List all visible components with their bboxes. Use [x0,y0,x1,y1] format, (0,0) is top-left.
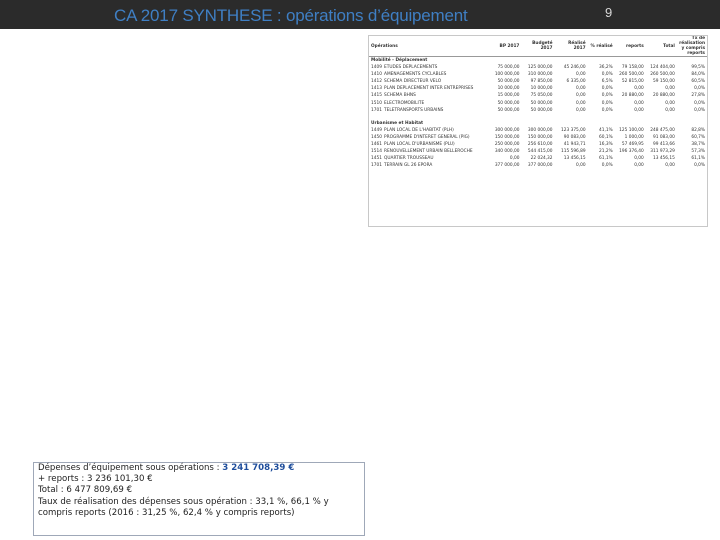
realise-value: 0,00 [576,86,586,92]
bp-value: 10 000,00 [497,86,520,92]
header-bp: BP 2017 [487,36,521,57]
realise-value: 41 943,71 [563,142,586,148]
tx-value: 82,8% [691,127,705,133]
reports-value: 0,00 [634,163,644,169]
operation-code: 1450 [371,134,382,140]
tx-value: 60,5% [691,79,705,85]
page-number: 9 [605,5,613,20]
realise-value: 123 375,00 [561,127,586,133]
total-value: 20 880,00 [652,93,675,99]
slide-title: CA 2017 SYNTHESE : opérations d’équipement [114,6,468,25]
pct-value: 0,0% [601,93,613,99]
tx-value: 38,7% [691,142,705,148]
operation-label: ELECTROMOBILITE [384,100,425,106]
table-row [369,78,707,85]
bp-value: 340 000,00 [494,149,520,155]
bp-value: 75 000,00 [497,65,520,71]
header-pct: % réalisé [588,36,615,57]
table-row [369,100,707,107]
bp-value: 100 000,00 [494,72,520,78]
realise-value: 6 335,00 [566,79,586,85]
summary-line-3: Total : 6 477 809,69 € [38,485,133,496]
operation-code: 1415 [371,93,382,99]
bp-value: 50 000,00 [497,79,520,85]
total-value: 124 404,00 [650,65,675,71]
realise-value: 13 456,15 [563,156,586,162]
summary-line-1-value: 3 241 708,39 € [222,463,295,473]
pct-value: 41,1% [599,127,613,133]
tx-value: 0,0% [694,100,705,106]
total-value: 13 456,15 [652,156,675,162]
pct-value: 21,2% [599,149,613,155]
budget-value: 50 000,00 [530,107,553,113]
operation-code: 1451 [371,156,382,162]
reports-value: 0,00 [634,86,644,92]
tx-value: 60,7% [691,134,705,140]
budget-value: 300 000,00 [527,127,553,133]
realise-value: 0,00 [576,93,586,99]
realise-value: 0,00 [576,100,586,106]
reports-value: 0,00 [634,107,644,113]
operation-code: 1449 [371,127,382,133]
pct-value: 6,5% [601,79,613,85]
pct-value: 61,1% [599,156,613,162]
section-title: Mobilité - Déplacement [371,58,428,63]
tx-value: 0,0% [694,86,705,92]
pct-value: 36,2% [599,65,613,71]
pct-value: 0,0% [601,86,613,92]
total-value: 0,00 [665,107,675,113]
operation-label: RENOUVELLEMENT URBAIN BELLEROCHE [384,149,473,155]
bp-value: 300 000,00 [494,127,520,133]
budget-value: 544 415,00 [527,149,553,155]
table-row [369,107,707,114]
operation-code: 1701 [371,107,382,113]
header-realise: Réalisé 2017 [555,36,588,57]
table-row [369,127,707,134]
realise-value: 90 083,00 [563,134,586,140]
reports-value: 260 500,00 [619,72,644,78]
table-row [369,64,707,71]
bp-value: 0,00 [509,156,520,162]
total-value: 311 973,29 [650,149,675,155]
section-row [369,57,707,65]
operation-code: 1412 [371,79,382,85]
summary-line-1-prefix: Dépenses d’équipement sous opérations : [38,463,223,473]
tx-value: 0,0% [694,163,705,169]
operation-label: TELETRANSPORTS URBAINS [384,107,444,113]
budget-value: 377 000,00 [527,163,553,169]
budget-value: 75 050,00 [530,93,553,99]
table-row [369,162,707,169]
operation-label: AMENAGEMENTS CYCLABLES [384,72,447,78]
header-operations: Opérations [369,36,487,57]
bp-value: 15 000,00 [497,93,520,99]
table-row [369,134,707,141]
operation-label: PLAN LOCAL DE L'HABITAT (PLH) [384,127,454,133]
pct-value: 60,1% [599,134,613,140]
operation-code: 1701 [371,163,382,169]
operation-label: PLAN DEPLACEMENT INTER ENTREPRISES [384,86,474,92]
summary-line-2: + reports : 3 236 101,30 € [38,474,153,485]
header-budget: Budgeté 2017 [521,36,554,57]
operation-label: PLAN LOCAL D'URBANISME (PLU) [384,142,455,148]
pct-value: 0,0% [601,100,613,106]
table-row [369,85,707,92]
tx-value: 57,3% [691,149,705,155]
reports-value: 1 000,00 [624,134,644,140]
budget-value: 256 610,00 [527,142,553,148]
operation-label: PROGRAMME D'INTERET GENERAL (PIG) [384,134,470,140]
header-total: Total [646,36,677,57]
budget-value: 50 000,00 [530,100,553,106]
tx-value: 27,8% [691,93,705,99]
section-row [369,120,707,127]
realise-value: 0,00 [576,163,586,169]
header-reports: reports [615,36,646,57]
pct-value: 0,0% [601,163,613,169]
realise-value: 115 596,89 [561,149,586,155]
tx-value: 61,1% [691,156,705,162]
bp-value: 377 000,00 [494,163,520,169]
reports-value: 0,00 [634,100,644,106]
table-row [369,155,707,162]
reports-value: 20 880,00 [621,93,644,99]
operation-code: 1461 [371,142,382,148]
table-body [369,57,707,170]
total-value: 59 150,00 [652,79,675,85]
budget-value: 125 000,00 [527,65,553,71]
reports-value: 196 376,40 [619,149,644,155]
tx-value: 84,0% [691,72,705,78]
realise-value: 0,00 [576,72,586,78]
total-value: 248 475,00 [650,127,675,133]
realise-value: 45 246,00 [563,65,586,71]
realise-value: 0,00 [576,107,586,113]
budget-value: 310 000,00 [527,72,553,78]
operation-label: SCHEMA DIRECTEUR VELO [384,79,442,85]
bp-value: 150 000,00 [494,134,520,140]
operation-code: 1413 [371,86,382,92]
pct-value: 0,0% [601,107,613,113]
reports-value: 57 469,95 [621,142,644,148]
tx-value: 0,0% [694,107,705,113]
total-value: 91 083,00 [652,134,675,140]
summary-textbox [33,462,365,536]
budget-value: 150 000,00 [527,134,553,140]
budget-value: 10 000,00 [530,86,553,92]
budget-value: 22 024,32 [530,156,553,162]
operation-code: 1514 [371,149,382,155]
reports-value: 125 100,00 [619,127,644,133]
bp-value: 50 000,00 [497,107,520,113]
table-row [369,92,707,99]
header-tx: Tx de réalisation y compris reports [677,36,707,57]
operation-label: QUARTIER TROUSSEAU [384,156,434,162]
operation-code: 1409 [371,65,382,71]
table-header-row [369,36,707,57]
section-title: Urbanisme et Habitat [371,120,424,126]
operation-code: 1410 [371,72,382,78]
summary-line-4: Taux de réalisation des dépenses sous opération : 33,1 %, 66,1 % y compris reports (2016 : 31,25 %, 62,4 % y compris reports) [38,496,329,518]
operations-table [368,35,708,227]
budget-value: 97 850,00 [530,79,553,85]
table-row [369,141,707,148]
pct-value: 16,3% [599,142,613,148]
total-value: 0,00 [665,163,675,169]
reports-value: 79 158,00 [621,65,644,71]
table-row [369,148,707,155]
total-value: 0,00 [665,100,675,106]
pct-value: 0,0% [601,72,613,78]
summary-line-1 [38,463,364,474]
operation-label: ETUDES DEPLACEMENTS [384,65,438,71]
operation-code: 1510 [371,100,382,106]
operation-label: TERRAIN GL 26 EPORA [384,163,433,169]
reports-value: 52 815,00 [621,79,644,85]
operation-label: SCHEMA BHNS [384,93,416,99]
total-value: 260 500,00 [650,72,675,78]
tx-value: 99,5% [691,65,705,71]
table-row [369,71,707,78]
reports-value: 0,00 [634,156,644,162]
total-value: 0,00 [665,86,675,92]
bp-value: 250 000,00 [494,142,520,148]
total-value: 99 413,66 [652,142,675,148]
bp-value: 50 000,00 [497,100,520,106]
